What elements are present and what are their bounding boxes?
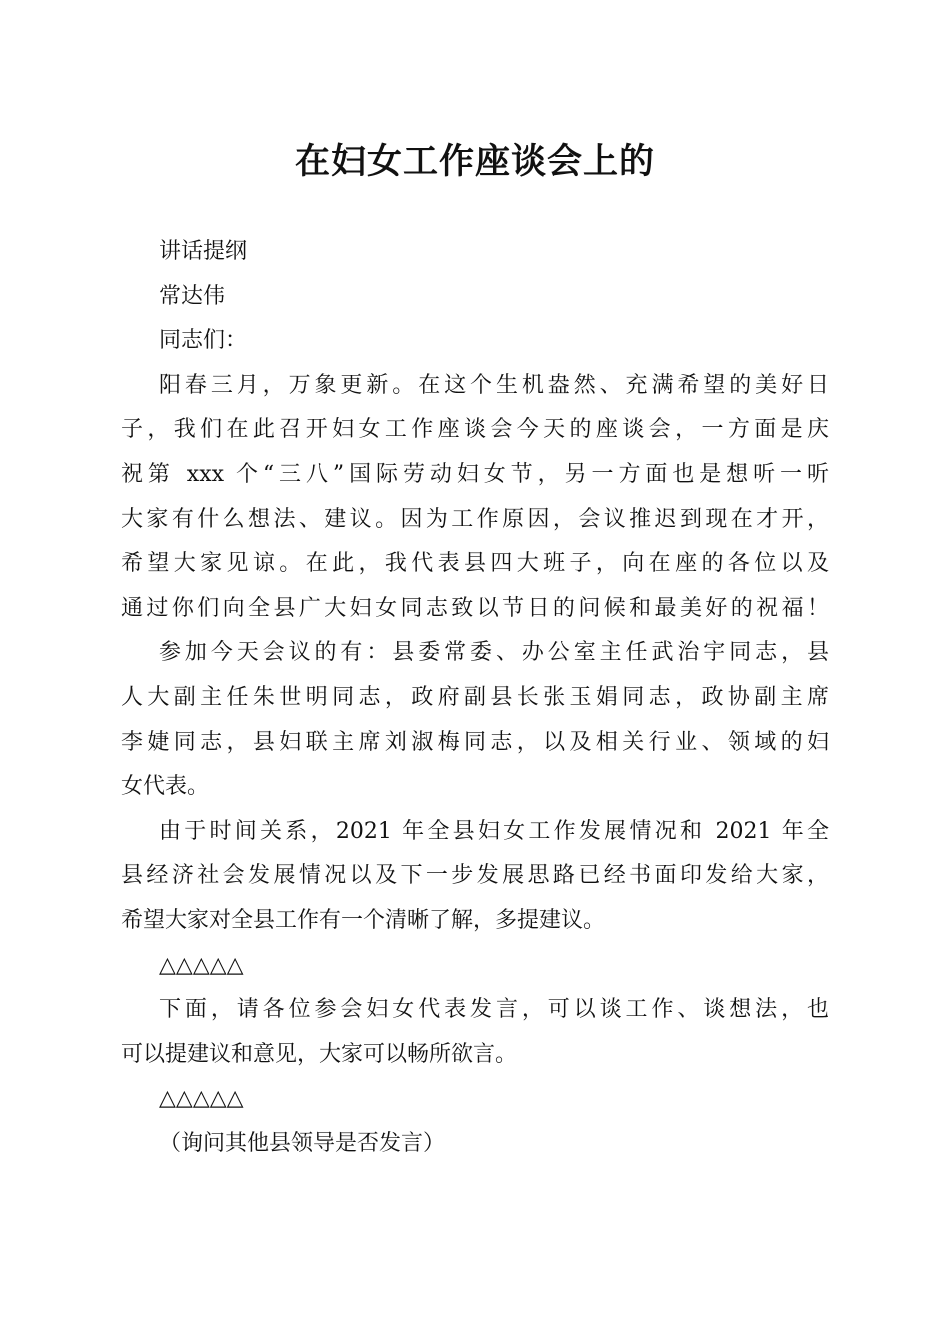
text-line: 祝第 xxx 个“三八”国际劳动妇女节，另一方面也是想听一听 (121, 461, 829, 487)
text-line: △△△△△ (159, 952, 244, 978)
text-line: 阳春三月，万象更新。在这个生机盎然、充满希望的美好日 (159, 372, 829, 398)
text-line: 常达伟 (159, 283, 226, 309)
text-line: 子，我们在此召开妇女工作座谈会今天的座谈会，一方面是庆 (121, 417, 829, 443)
text-line: 女代表。 (121, 774, 210, 800)
text-line: 希望大家对全县工作有一个清晰了解，多提建议。 (121, 907, 606, 933)
text-line: （询问其他县领导是否发言） (159, 1130, 446, 1156)
text-line: 县经济社会发展情况以及下一步发展思路已经书面印发给大家， (121, 863, 829, 889)
text-line: 李婕同志，县妇联主席刘淑梅同志，以及相关行业、领域的妇 (121, 729, 829, 755)
document-title: 在妇女工作座谈会上的 (294, 141, 655, 182)
document-body (121, 230, 829, 1166)
text-line: 讲话提纲 (159, 239, 248, 264)
text-line: 人大副主任朱世明同志，政府副县长张玉娟同志，政协副主席 (121, 684, 829, 710)
text-line: 同志们： (159, 328, 248, 354)
text-line: 下面，请各位参会妇女代表发言，可以谈工作、谈想法，也 (159, 997, 829, 1023)
text-line: 可以提建议和意见，大家可以畅所欲言。 (121, 1041, 518, 1067)
text-line: 参加今天会议的有：县委常委、办公室主任武治宇同志，县 (159, 640, 829, 666)
text-line: △△△△△ (159, 1086, 244, 1112)
text-line: 大家有什么想法、建议。因为工作原因，会议推迟到现在才开， (121, 506, 829, 532)
text-line: 希望大家见谅。在此，我代表县四大班子，向在座的各位以及 (121, 551, 829, 577)
text-line: 由于时间关系，2021 年全县妇女工作发展情况和 2021 年全 (159, 818, 829, 844)
text-line: 通过你们向全县广大妇女同志致以节日的问候和最美好的祝福！ (121, 595, 829, 621)
